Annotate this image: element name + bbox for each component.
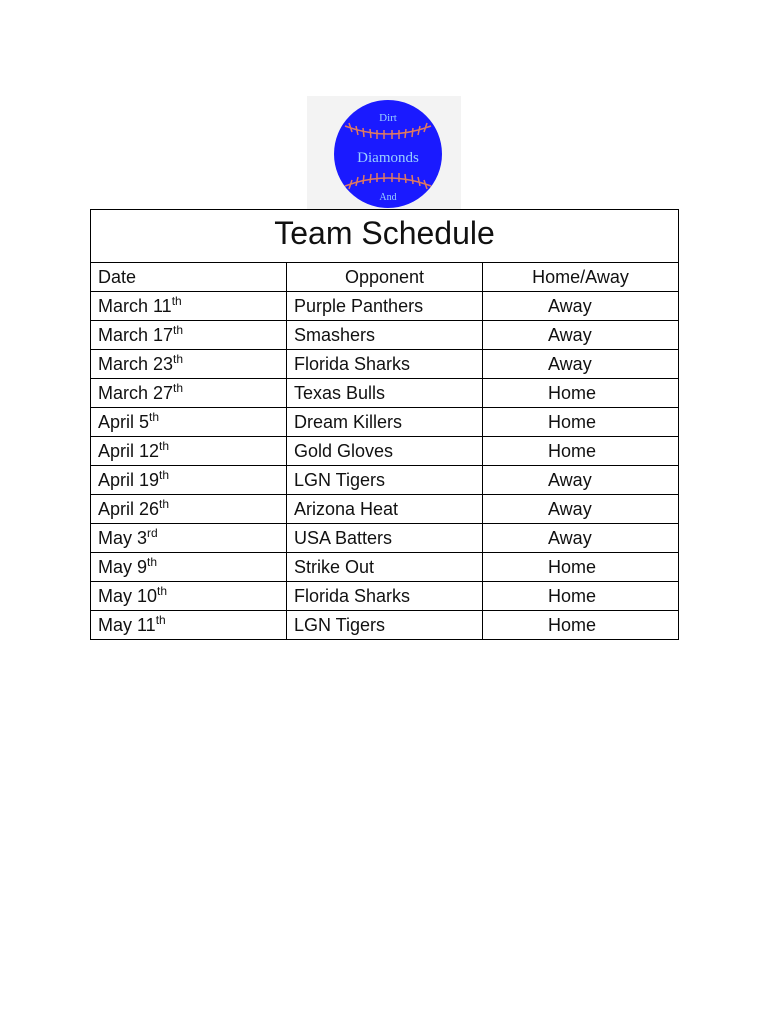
schedule-table bbox=[90, 209, 679, 640]
opponent-cell: Texas Bulls bbox=[287, 379, 483, 408]
table-row bbox=[91, 524, 679, 553]
date-cell: March 27th bbox=[91, 379, 287, 408]
home-away-cell: Away bbox=[483, 466, 679, 495]
date-cell: April 26th bbox=[91, 495, 287, 524]
table-row bbox=[91, 582, 679, 611]
header-home-away: Home/Away bbox=[483, 263, 679, 292]
opponent-cell: USA Batters bbox=[287, 524, 483, 553]
opponent-cell: Gold Gloves bbox=[287, 437, 483, 466]
date-suffix: th bbox=[173, 352, 184, 366]
opponent-cell: Strike Out bbox=[287, 553, 483, 582]
date-cell: May 9th bbox=[91, 553, 287, 582]
date-cell: March 17th bbox=[91, 321, 287, 350]
date-cell: April 5th bbox=[91, 408, 287, 437]
table-row bbox=[91, 321, 679, 350]
home-away-cell: Away bbox=[483, 350, 679, 379]
home-away-cell: Home bbox=[483, 379, 679, 408]
opponent-cell: Arizona Heat bbox=[287, 495, 483, 524]
date-suffix: th bbox=[149, 410, 160, 424]
table-row bbox=[91, 611, 679, 640]
opponent-cell: LGN Tigers bbox=[287, 466, 483, 495]
date-cell: May 10th bbox=[91, 582, 287, 611]
home-away-cell: Away bbox=[483, 321, 679, 350]
home-away-cell: Home bbox=[483, 408, 679, 437]
date-suffix: th bbox=[171, 294, 182, 308]
opponent-cell: Florida Sharks bbox=[287, 350, 483, 379]
date-cell: March 11th bbox=[91, 292, 287, 321]
opponent-cell: Smashers bbox=[287, 321, 483, 350]
header-row bbox=[91, 263, 679, 292]
opponent-cell: Florida Sharks bbox=[287, 582, 483, 611]
home-away-cell: Home bbox=[483, 611, 679, 640]
date-suffix: th bbox=[157, 584, 168, 598]
header-opponent: Opponent bbox=[287, 263, 483, 292]
date-suffix: rd bbox=[147, 526, 158, 540]
opponent-cell: Purple Panthers bbox=[287, 292, 483, 321]
home-away-cell: Away bbox=[483, 524, 679, 553]
team-logo bbox=[307, 96, 461, 210]
logo-bottom-text: And bbox=[379, 192, 397, 203]
table-row bbox=[91, 437, 679, 466]
title-row bbox=[91, 210, 679, 263]
table-row bbox=[91, 553, 679, 582]
date-suffix: th bbox=[147, 555, 158, 569]
page-title: Team Schedule bbox=[91, 210, 679, 263]
home-away-cell: Away bbox=[483, 495, 679, 524]
table-row bbox=[91, 379, 679, 408]
header-date: Date bbox=[91, 263, 287, 292]
opponent-cell: Dream Killers bbox=[287, 408, 483, 437]
date-cell: April 19th bbox=[91, 466, 287, 495]
date-suffix: th bbox=[159, 468, 170, 482]
date-suffix: th bbox=[155, 613, 166, 627]
opponent-cell: LGN Tigers bbox=[287, 611, 483, 640]
logo-middle-text: Diamonds bbox=[357, 150, 419, 166]
home-away-cell: Home bbox=[483, 553, 679, 582]
date-cell: April 12th bbox=[91, 437, 287, 466]
baseball-logo-icon bbox=[307, 96, 461, 210]
table-row bbox=[91, 408, 679, 437]
table-row bbox=[91, 350, 679, 379]
date-suffix: th bbox=[173, 381, 184, 395]
date-suffix: th bbox=[173, 323, 184, 337]
date-suffix: th bbox=[159, 497, 170, 511]
table-row bbox=[91, 495, 679, 524]
date-cell: May 3rd bbox=[91, 524, 287, 553]
date-cell: May 11th bbox=[91, 611, 287, 640]
home-away-cell: Away bbox=[483, 292, 679, 321]
logo-top-text: Dirt bbox=[379, 112, 397, 124]
table-row bbox=[91, 292, 679, 321]
home-away-cell: Home bbox=[483, 437, 679, 466]
table-row bbox=[91, 466, 679, 495]
date-suffix: th bbox=[159, 439, 170, 453]
home-away-cell: Home bbox=[483, 582, 679, 611]
date-cell: March 23th bbox=[91, 350, 287, 379]
